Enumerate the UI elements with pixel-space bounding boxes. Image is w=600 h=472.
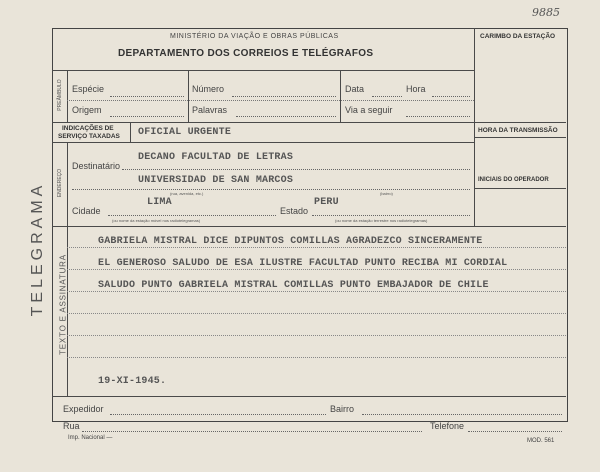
rua-label: Rua (63, 421, 80, 431)
origem-field (110, 116, 184, 117)
via-field (406, 116, 470, 117)
message-line-3: SALUDO PUNTO GABRIELA MISTRAL COMILLAS PUNTO EMBAJADOR DE CHILE (98, 280, 489, 291)
numero-field (232, 96, 336, 97)
origem-label: Origem (72, 105, 102, 115)
estado-label: Estado (280, 206, 309, 216)
iniciais-operador-label: INICIAIS DO OPERADOR (478, 177, 549, 183)
hora-field (432, 96, 470, 97)
palavras-field (236, 116, 336, 117)
station-stamp-area (475, 42, 565, 120)
hint-bairro: (bairro) (380, 191, 393, 196)
especie-label: Espécie (72, 84, 105, 94)
bairro-label: Bairro (330, 404, 355, 414)
via-label: Via a seguir (345, 105, 393, 115)
rua-field (82, 431, 422, 432)
data-label: Data (345, 84, 365, 94)
bairro-field (362, 414, 562, 415)
message-date: 19-XI-1945. (98, 376, 167, 387)
hint-address: (rua, avenida, etc.) (170, 191, 204, 196)
especie-field (110, 96, 184, 97)
preambulo-side-label: PREÂMBULO (57, 79, 63, 111)
palavras-label: Palavras (192, 105, 228, 115)
destinatario-line1: DECANO FACULTAD DE LETRAS (138, 152, 294, 163)
servicos-label-line2: SERVIÇO TAXADAS (58, 133, 120, 140)
expedidor-field (110, 414, 326, 415)
data-field (372, 96, 402, 97)
catalog-number: 9885 (532, 6, 560, 19)
expedidor-label: Expedidor (63, 404, 104, 414)
telefone-field (468, 431, 562, 432)
message-line-1: GABRIELA MISTRAL DICE DIPUNTOS COMILLAS AGRADEZCO SINCERAMENTE (98, 236, 483, 247)
texto-side-label: TEXTO E ASSINATURA (58, 254, 68, 355)
hint-cidade: (ou nome da estação móvel nos radiotelegramas) (112, 218, 201, 223)
telefone-label: Telefone (430, 421, 465, 431)
hint-estado: (ou nome da estação terrestre nos radiotelegramas) (335, 218, 428, 223)
numero-label: Número (192, 84, 225, 94)
printer-imprint: Imp. Nacional — (68, 435, 113, 441)
destinatario-label: Destinatário (72, 161, 121, 171)
telegram-side-title: TELEGRAMA (29, 181, 46, 317)
hora-transmissao-label: HORA DA TRANSMISSÃO (478, 127, 558, 134)
servicos-label-line1: INDICAÇÕES DE (62, 125, 114, 132)
endereco-side-label: ENDEREÇO (57, 168, 63, 198)
message-line-2: EL GENEROSO SALUDO DE ESA ILUSTRE FACULTAD PUNTO RECIBA MI CORDIAL (98, 258, 508, 269)
estado-value: PERU (314, 197, 339, 208)
servicos-value: OFICIAL URGENTE (138, 127, 232, 138)
destinatario-line2: UNIVERSIDAD DE SAN MARCOS (138, 175, 294, 186)
hora-label: Hora (406, 84, 426, 94)
ministry-title: MINISTÉRIO DA VIAÇÃO E OBRAS PÚBLICAS (170, 33, 339, 40)
stamp-box-label: CARIMBO DA ESTAÇÃO (480, 33, 556, 40)
cidade-label: Cidade (72, 206, 101, 216)
form-model: MOD. 561 (527, 438, 555, 444)
cidade-value: LIMA (147, 197, 172, 208)
department-title: DEPARTAMENTO DOS CORREIOS E TELÉGRAFOS (118, 48, 374, 59)
